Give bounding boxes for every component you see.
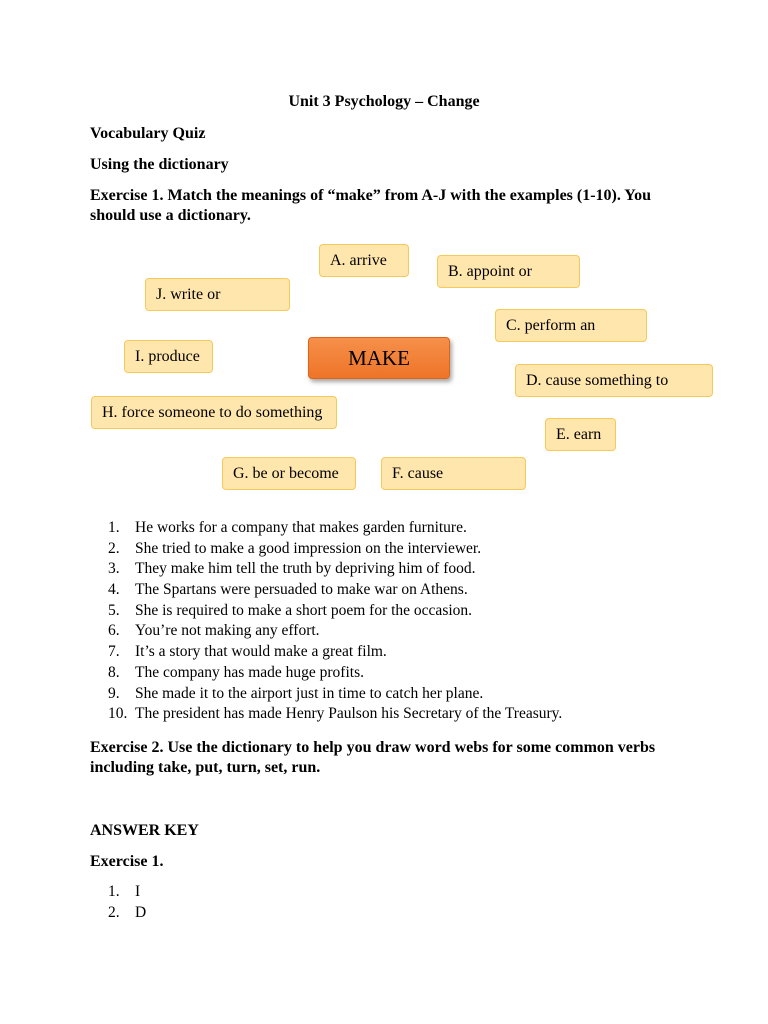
- exercise1-instruction-line2: should use a dictionary.: [90, 207, 251, 224]
- item-text: It’s a story that would make a great film.: [135, 643, 387, 661]
- item-number: 3.: [108, 560, 120, 578]
- list-item: [108, 539, 562, 560]
- list-item: [108, 882, 146, 903]
- list-item: [108, 518, 562, 539]
- answer-key-heading: ANSWER KEY: [90, 822, 199, 839]
- item-text: The company has made huge profits.: [135, 663, 364, 681]
- item-text: D: [135, 903, 147, 921]
- list-item: [108, 684, 562, 705]
- item-text: I: [135, 883, 141, 900]
- answers-list: [108, 882, 146, 923]
- item-text: She tried to make a good impression on the interviewer.: [135, 539, 482, 557]
- item-number: 2.: [108, 539, 120, 557]
- list-item: [108, 621, 562, 642]
- answer-key-exercise-heading: Exercise 1.: [90, 853, 164, 870]
- exercise1-instruction-line1: Exercise 1. Match the meanings of “make” from A-J with the examples (1-10). You: [90, 187, 651, 204]
- item-text: They make him tell the truth by depriving him of food.: [135, 560, 476, 578]
- option-i-box: I. produce: [124, 340, 213, 373]
- exercise2-instruction: [90, 738, 710, 778]
- item-number: 4.: [108, 581, 120, 599]
- document-title: Unit 3 Psychology – Change: [288, 93, 480, 110]
- item-number: 1.: [108, 883, 120, 900]
- item-number: 8.: [108, 663, 120, 681]
- list-item: [108, 903, 146, 924]
- quiz-heading: Vocabulary Quiz: [90, 125, 206, 142]
- item-text: The Spartans were persuaded to make war on Athens.: [135, 581, 468, 599]
- list-item: [108, 580, 562, 601]
- item-text: He works for a company that makes garden furniture.: [135, 519, 467, 536]
- exercise2-instruction-line1: Exercise 2. Use the dictionary to help you draw word webs for some common verbs: [90, 739, 656, 756]
- option-e-box: E. earn: [545, 418, 616, 451]
- option-h-box: H. force someone to do something: [91, 396, 337, 429]
- option-f-box: F. cause: [381, 457, 526, 490]
- item-text: The president has made Henry Paulson his Secretary of the Treasury.: [135, 705, 563, 723]
- list-item: [108, 663, 562, 684]
- option-g-box: G. be or become: [222, 457, 356, 490]
- option-j-box: J. write or: [145, 278, 290, 311]
- item-number: 2.: [108, 903, 120, 921]
- item-text: She is required to make a short poem for the occasion.: [135, 601, 473, 619]
- option-d-box: D. cause something to: [515, 364, 713, 397]
- item-text: She made it to the airport just in time to catch her plane.: [135, 684, 484, 702]
- item-number: 1.: [108, 519, 120, 536]
- dictionary-heading: Using the dictionary: [90, 156, 229, 173]
- item-number: 6.: [108, 622, 120, 640]
- item-text: You’re not making any effort.: [135, 622, 320, 640]
- item-number: 7.: [108, 643, 120, 661]
- list-item: [108, 704, 562, 725]
- examples-list: [108, 518, 562, 725]
- option-b-box: B. appoint or: [437, 255, 580, 288]
- item-number: 9.: [108, 684, 120, 702]
- item-number: 5.: [108, 601, 120, 619]
- exercise1-instruction: [90, 186, 710, 226]
- option-a-box: A. arrive: [319, 244, 409, 277]
- list-item: [108, 559, 562, 580]
- item-number: 10.: [108, 705, 128, 723]
- exercise2-instruction-line2: including take, put, turn, set, run.: [90, 759, 321, 776]
- list-item: [108, 642, 562, 663]
- option-c-box: C. perform an: [495, 309, 647, 342]
- list-item: [108, 601, 562, 622]
- make-center-box: MAKE: [308, 337, 450, 379]
